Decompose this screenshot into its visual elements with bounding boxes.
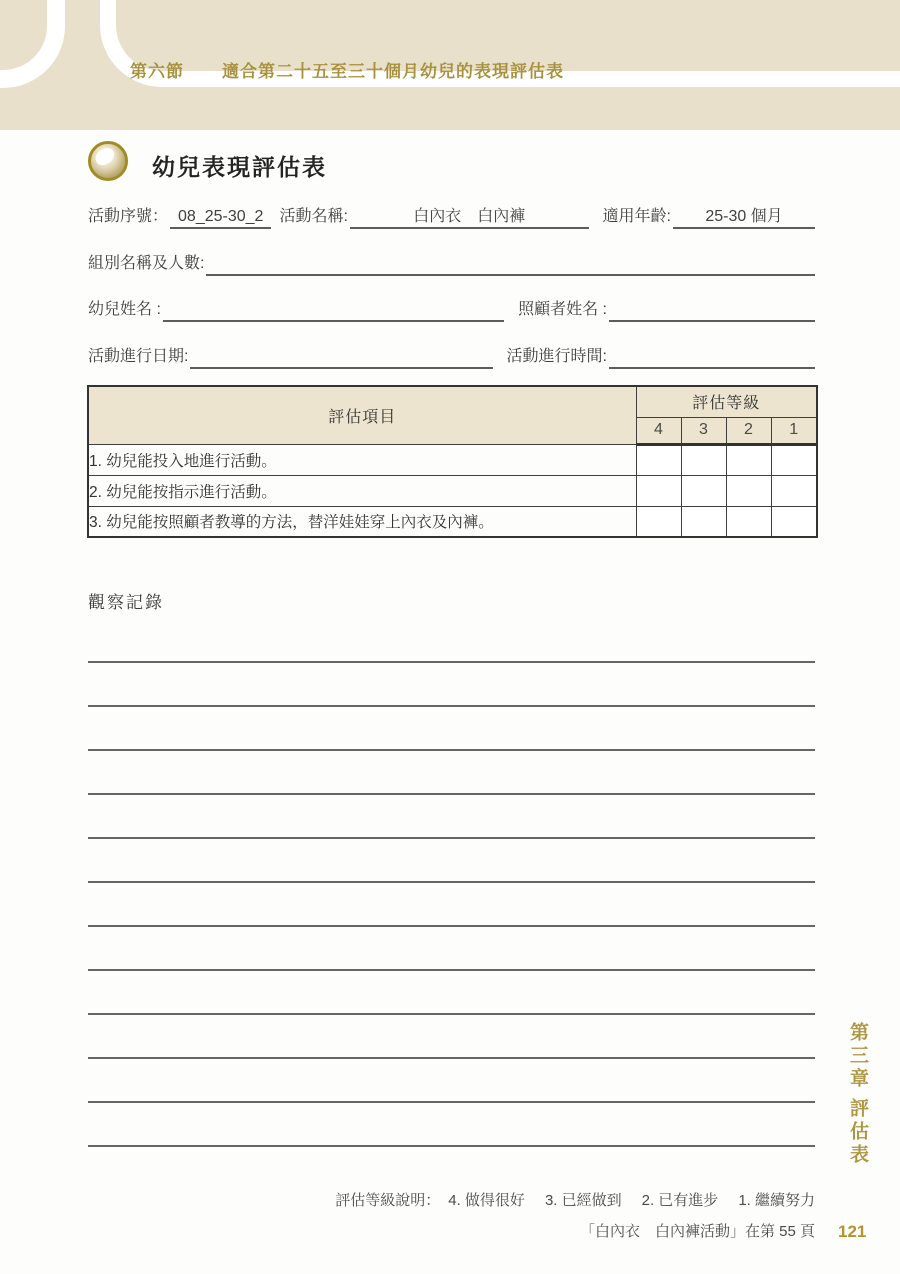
observation-line[interactable]: [88, 619, 815, 663]
observation-line[interactable]: [88, 839, 815, 883]
section-number: 第六節: [130, 62, 184, 81]
rating-legend: [88, 1189, 815, 1210]
age-field[interactable]: 25-30 個月: [673, 206, 815, 229]
observation-line[interactable]: [88, 795, 815, 839]
caregiver-name-field[interactable]: [609, 299, 815, 322]
item-text: 1. 幼兒能投入地進行活動。: [88, 444, 636, 475]
page-number: 121: [838, 1222, 867, 1241]
rating-cell[interactable]: [726, 506, 771, 537]
date-field[interactable]: [190, 346, 492, 369]
activity-name-label: 活動名稱:: [279, 208, 348, 225]
activity-reference: 「白內衣 白內褲活動」在第 55 頁: [579, 1223, 815, 1240]
legend-item: 2. 已有進步: [641, 1192, 719, 1209]
section-title: 適合第二十五至三十個月幼兒的表現評估表: [222, 62, 564, 81]
observation-line[interactable]: [88, 1015, 815, 1059]
time-label: 活動進行時間:: [506, 348, 607, 365]
observation-line[interactable]: [88, 707, 815, 751]
item-text: 2. 幼兒能按指示進行活動。: [88, 475, 636, 506]
rating-cell[interactable]: [771, 475, 817, 506]
observation-line[interactable]: [88, 927, 815, 971]
form-row-activity: [88, 206, 815, 229]
group-field[interactable]: [206, 253, 815, 276]
legend-item: 4. 做得很好: [448, 1192, 525, 1209]
table-row: [88, 506, 817, 537]
observation-line[interactable]: [88, 883, 815, 927]
rating-cell[interactable]: [726, 444, 771, 475]
section-header: [130, 57, 564, 82]
rating-cell[interactable]: [681, 444, 726, 475]
rating-cell[interactable]: [726, 475, 771, 506]
observation-line[interactable]: [88, 971, 815, 1015]
child-name-field[interactable]: [163, 299, 504, 322]
page-title: 幼兒表現評估表: [152, 154, 327, 180]
form-row-datetime: [88, 346, 815, 369]
caregiver-name-label: 照顧者姓名 :: [518, 301, 607, 318]
activity-no-label: 活動序號：: [88, 208, 169, 225]
rating-cell[interactable]: [681, 475, 726, 506]
observation-line[interactable]: [88, 663, 815, 707]
item-text: 3. 幼兒能按照顧者教導的方法，替洋娃娃穿上內衣及內褲。: [88, 506, 636, 537]
age-label: 適用年齡:: [602, 208, 671, 225]
rating-cell[interactable]: [771, 506, 817, 537]
legend-item: 1. 繼續努力: [738, 1192, 815, 1209]
rating-cell[interactable]: [636, 506, 681, 537]
rating-level-2: 2: [726, 417, 771, 444]
observation-lines: [88, 619, 815, 1147]
legend-label: 評估等級說明：: [335, 1192, 441, 1209]
rating-level-3: 3: [681, 417, 726, 444]
child-name-label: 幼兒姓名 :: [88, 301, 161, 318]
bead-icon: [88, 141, 128, 181]
rating-level-1: 1: [771, 417, 817, 444]
rating-level-4: 4: [636, 417, 681, 444]
table-row: [88, 444, 817, 475]
sidebar-chapter: 第三章: [847, 1022, 868, 1091]
rating-cell[interactable]: [681, 506, 726, 537]
observation-line[interactable]: [88, 751, 815, 795]
activity-name-field[interactable]: 白內衣 白內褲: [350, 206, 589, 229]
form-row-names: [88, 299, 815, 322]
item-column-header: 評估項目: [88, 386, 636, 444]
group-label: 組別名稱及人數:: [88, 255, 205, 272]
date-label: 活動進行日期:: [88, 348, 189, 365]
observation-line[interactable]: [88, 1059, 815, 1103]
rating-cell[interactable]: [771, 444, 817, 475]
legend-item: 3. 已經做到: [544, 1192, 622, 1209]
assessment-table: [87, 385, 818, 538]
observation-line[interactable]: [88, 1103, 815, 1147]
rating-cell[interactable]: [636, 475, 681, 506]
rating-column-header: 評估等級: [636, 386, 817, 417]
rating-cell[interactable]: [636, 444, 681, 475]
observation-label: 觀察記錄: [88, 593, 164, 612]
table-row: [88, 475, 817, 506]
time-field[interactable]: [609, 346, 815, 369]
sidebar-label: 評估表: [847, 1098, 868, 1167]
form-row-group: [88, 253, 815, 276]
activity-no-field[interactable]: 08_25-30_2: [170, 206, 271, 229]
